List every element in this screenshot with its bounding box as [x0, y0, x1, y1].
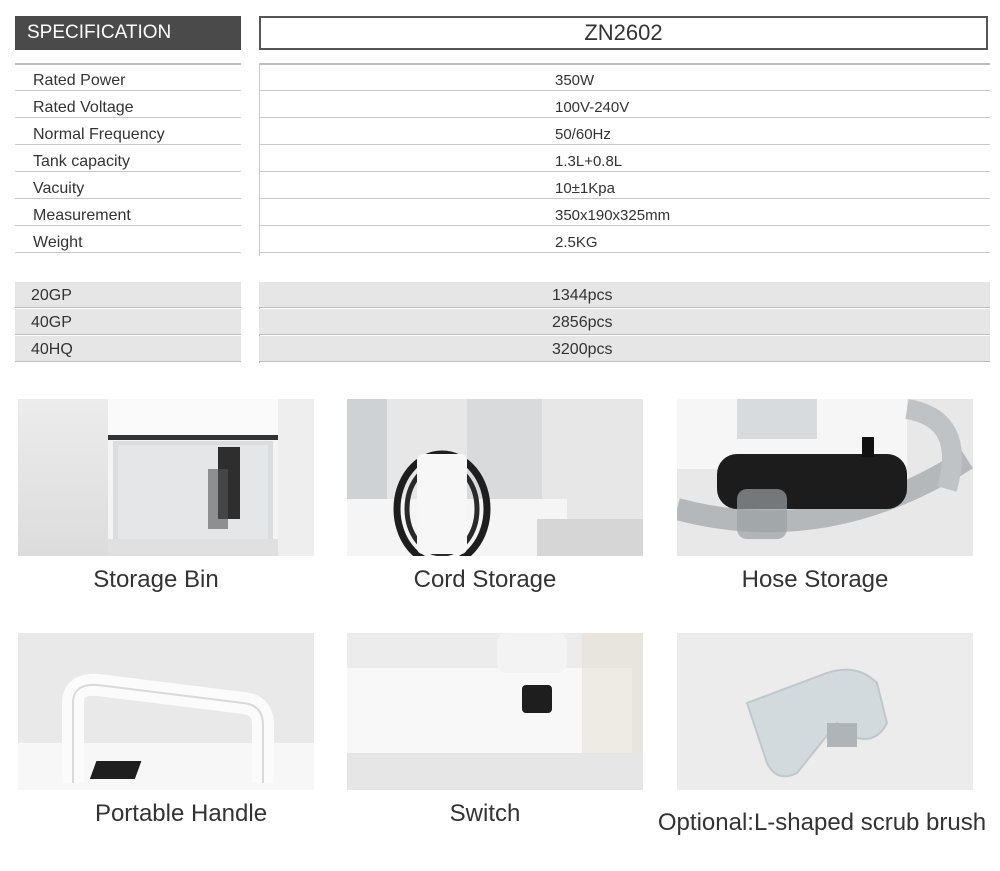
- spec-value: 2.5KG: [259, 227, 990, 253]
- spec-row-weight: [15, 227, 990, 254]
- specification-label: SPECIFICATION: [15, 16, 241, 50]
- spec-label: Rated Voltage: [15, 92, 241, 118]
- scrub-brush-caption: Optional:L-shaped scrub brush: [657, 809, 987, 836]
- spec-row-rated-power: [15, 65, 990, 92]
- spec-value: 1.3L+0.8L: [259, 146, 990, 172]
- container-row-20gp: [15, 282, 990, 309]
- container-label: 40GP: [15, 309, 241, 335]
- spec-row-vacuity: [15, 173, 990, 200]
- spec-value: 350W: [259, 65, 990, 91]
- switch-caption: Switch: [449, 800, 521, 827]
- cord-storage-photo: [347, 399, 643, 556]
- model-number: ZN2602: [259, 16, 988, 50]
- container-value: 3200pcs: [259, 336, 990, 362]
- spec-table: [15, 65, 990, 254]
- hose-storage-caption: Hose Storage: [741, 566, 889, 593]
- hose-storage-photo: [677, 399, 973, 556]
- spec-label: Normal Frequency: [15, 119, 241, 145]
- spec-value: 350x190x325mm: [259, 200, 990, 226]
- spec-value: 50/60Hz: [259, 119, 990, 145]
- spec-value: 100V-240V: [259, 92, 990, 118]
- scrub-brush-photo: [677, 633, 973, 790]
- spec-row-rated-voltage: [15, 92, 990, 119]
- storage-bin-photo: [18, 399, 314, 556]
- spec-label: Weight: [15, 227, 241, 253]
- portable-handle-photo: [18, 633, 314, 790]
- storage-bin-caption: Storage Bin: [93, 566, 219, 593]
- spec-label: Vacuity: [15, 173, 241, 199]
- container-table: [15, 282, 990, 363]
- container-value: 1344pcs: [259, 282, 990, 308]
- container-row-40hq: [15, 336, 990, 363]
- cord-storage-caption: Cord Storage: [413, 566, 557, 593]
- spec-row-normal-frequency: [15, 119, 990, 146]
- spec-value: 10±1Kpa: [259, 173, 990, 199]
- portable-handle-caption: Portable Handle: [94, 800, 268, 827]
- container-row-40gp: [15, 309, 990, 336]
- spec-row-measurement: [15, 200, 990, 227]
- spec-label: Tank capacity: [15, 146, 241, 172]
- spec-label: Rated Power: [15, 65, 241, 91]
- switch-photo: [347, 633, 643, 790]
- container-value: 2856pcs: [259, 309, 990, 335]
- container-label: 40HQ: [15, 336, 241, 362]
- spec-row-tank-capacity: [15, 146, 990, 173]
- container-label: 20GP: [15, 282, 241, 308]
- spec-label: Measurement: [15, 200, 241, 226]
